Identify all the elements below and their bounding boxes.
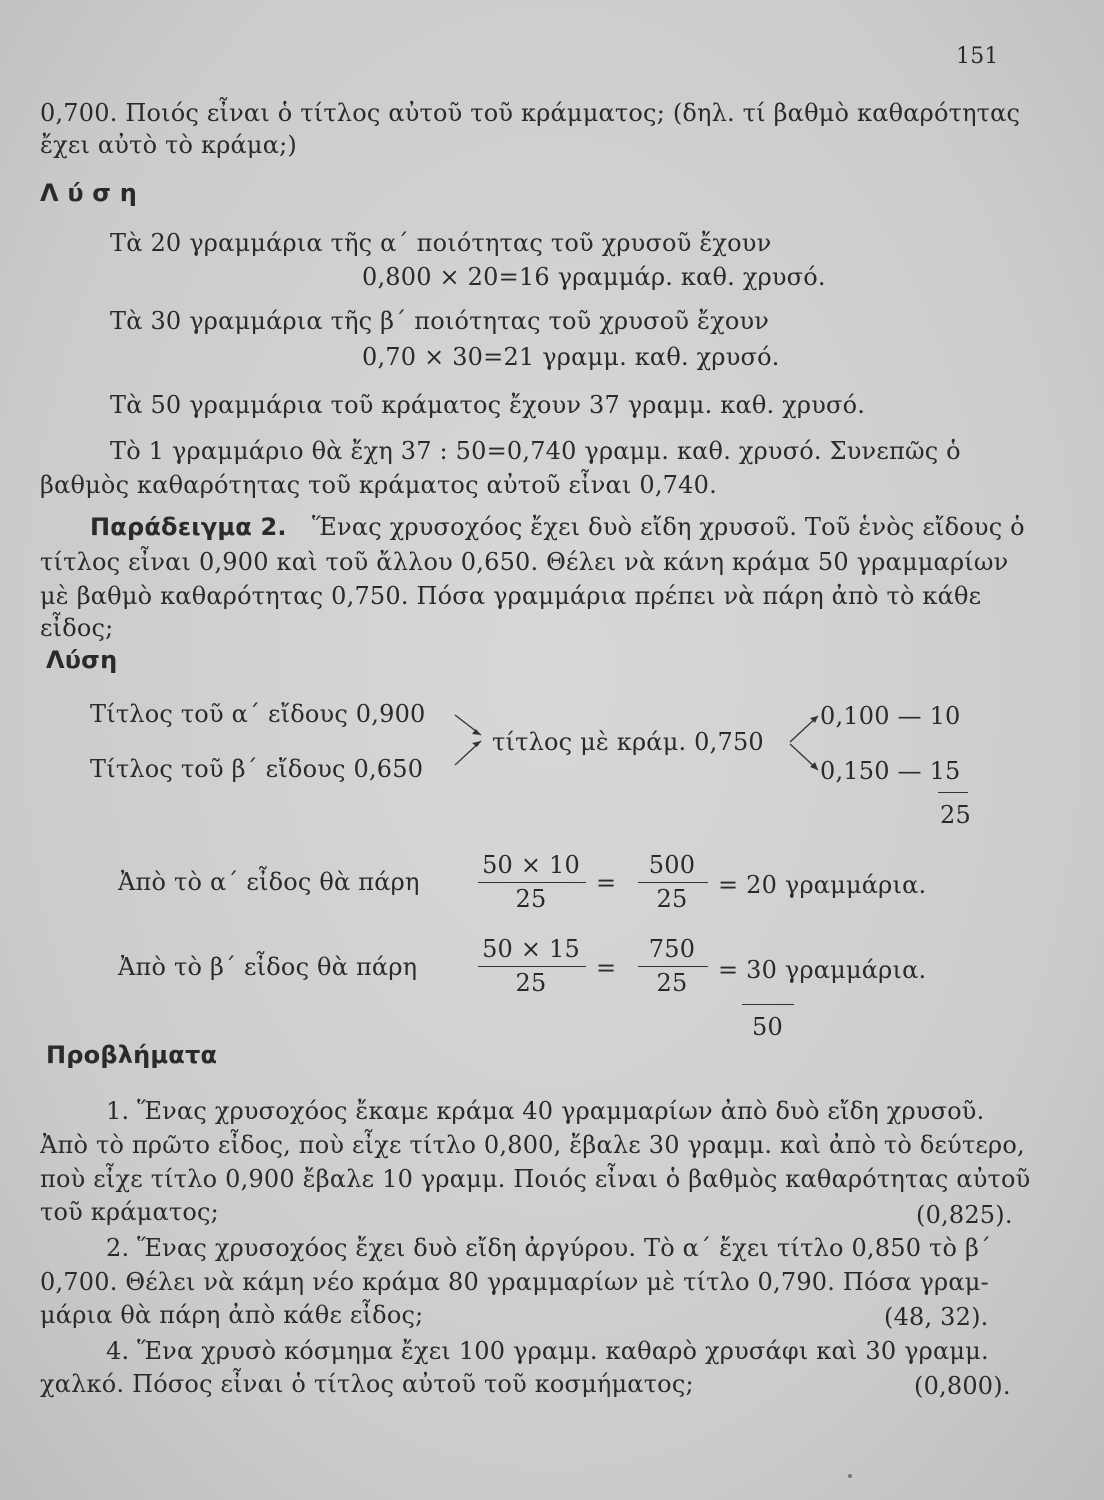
example-line-3: μὲ βαθμὸ καθαρότητας 0,750. Πόσα γραμμάρια πρέπει νὰ πάρη ἀπὸ τὸ κάθε bbox=[40, 582, 982, 610]
calc1-frac2-rule bbox=[638, 882, 708, 883]
problem4-line-1: 4. Ἕνα χρυσὸ κόσμημα ἔχει 100 γραμμ. καθαρὸ χρυσάφι καὶ 30 γραμμ. bbox=[106, 1337, 989, 1365]
calc2-frac2-rule bbox=[638, 966, 708, 967]
problem1-line-1: 1. Ἕνας χρυσοχόος ἔκαμε κράμα 40 γραμμαρίων ἀπὸ δυὸ εἴδη χρυσοῦ. bbox=[106, 1097, 985, 1125]
problem1-answer: (0,825). bbox=[916, 1201, 1013, 1229]
calc1-den1: 25 bbox=[515, 885, 547, 913]
problem1-line-2: Ἀπὸ τὸ πρῶτο εἶδος, ποὺ εἶχε τίτλο 0,800, ἔβαλε 30 γραμμ. καὶ ἀπὸ τὸ δεύτερο, bbox=[40, 1131, 1025, 1159]
calc2-label: Ἀπὸ τὸ β΄ εἶδος θὰ πάρη bbox=[118, 953, 418, 981]
problem2-line-1: 2. Ἕνας χρυσοχόος ἔχει δυὸ εἴδη ἀργύρου. Τὸ α΄ ἔχει τίτλο 0,850 τὸ β΄ bbox=[106, 1234, 992, 1262]
calc2-result: = 30 γραμμάρια. bbox=[718, 956, 927, 984]
problem2-line-2: 0,700. Θέλει νὰ κάμη νέο κράμα 80 γραμμαρίων μὲ τίτλο 0,790. Πόσα γραμ- bbox=[40, 1268, 989, 1296]
calc2-num1: 50 × 15 bbox=[482, 935, 580, 963]
problem2-answer: (48, 32). bbox=[884, 1303, 989, 1331]
calc2-den2: 25 bbox=[656, 969, 688, 997]
example-line-1: Ἕνας χρυσοχόος ἔχει δυὸ εἴδη χρυσοῦ. Τοῦ ἑνὸς εἴδους ὁ bbox=[312, 513, 1025, 541]
problems-heading: Προβλήματα bbox=[46, 1041, 218, 1069]
solution1-line-4: 0,70 × 30=21 γραμμ. καθ. χρυσό. bbox=[362, 343, 780, 371]
solution1-line-5: Τὰ 50 γραμμάρια τοῦ κράματος ἔχουν 37 γραμμ. καθ. χρυσό. bbox=[110, 391, 866, 419]
solution1-line-2: 0,800 × 20=16 γραμμάρ. καθ. χρυσό. bbox=[362, 263, 826, 291]
total-value: 50 bbox=[752, 1013, 783, 1041]
converging-arrows bbox=[455, 705, 500, 765]
diverging-arrows bbox=[788, 704, 828, 774]
sum-rule bbox=[938, 792, 968, 793]
solution-heading-2: Λύση bbox=[46, 646, 118, 674]
solution1-line-1: Τὰ 20 γραμμάρια τῆς α΄ ποιότητας τοῦ χρυσοῦ ἔχουν bbox=[110, 229, 772, 257]
calc1-label: Ἀπὸ τὸ α΄ εἶδος θὰ πάρη bbox=[118, 868, 420, 896]
alligation-right-2: 0,150 — 15 bbox=[820, 757, 961, 785]
paper-speck bbox=[848, 1474, 852, 1478]
total-rule bbox=[742, 1004, 794, 1005]
alligation-sum: 25 bbox=[940, 801, 971, 829]
calc2-den1: 25 bbox=[515, 969, 547, 997]
calc1-num2: 500 bbox=[648, 851, 696, 879]
calc2-frac1-rule bbox=[478, 966, 586, 967]
calc1-num1: 50 × 10 bbox=[482, 851, 580, 879]
problem1-line-4: τοῦ κράματος; bbox=[40, 1198, 219, 1226]
example-line-4: εἶδος; bbox=[40, 614, 114, 642]
intro-line-1: 0,700. Ποιός εἶναι ὁ τίτλος αὐτοῦ τοῦ κράμματος; (δηλ. τί βαθμὸ καθαρότητας bbox=[40, 99, 1021, 127]
calc2-eq: = bbox=[596, 954, 617, 982]
intro-line-2: ἔχει αὐτὸ τὸ κράμα;) bbox=[40, 131, 297, 159]
solution-heading-1: Λ ύ σ η bbox=[40, 179, 138, 207]
calc1-eq: = bbox=[596, 869, 617, 897]
problem1-line-3: ποὺ εἶχε τίτλο 0,900 ἔβαλε 10 γραμμ. Ποιός εἶναι ὁ βαθμὸς καθαρότητας αὐτοῦ bbox=[40, 1165, 1031, 1193]
page-number: 151 bbox=[956, 44, 999, 69]
example-label: Παράδειγμα 2. bbox=[90, 513, 287, 541]
solution1-line-6: Τὸ 1 γραμμάριο θὰ ἔχη 37 : 50=0,740 γραμμ. καθ. χρυσό. Συνεπῶς ὁ bbox=[110, 437, 961, 465]
problem2-line-3: μάρια θὰ πάρη ἀπὸ κάθε εἶδος; bbox=[40, 1301, 424, 1329]
alligation-row-2: Τίτλος τοῦ β΄ εἴδους 0,650 bbox=[90, 755, 424, 783]
alligation-row-1: Τίτλος τοῦ α΄ εἴδους 0,900 bbox=[90, 700, 426, 728]
calc1-frac1-rule bbox=[478, 882, 586, 883]
calc1-result: = 20 γραμμάρια. bbox=[718, 871, 927, 899]
solution1-line-7: βαθμὸς καθαρότητας τοῦ κράματος αὐτοῦ εἶναι 0,740. bbox=[40, 471, 717, 499]
calc2-num2: 750 bbox=[648, 935, 696, 963]
problem4-line-2: χαλκό. Πόσος εἶναι ὁ τίτλος αὐτοῦ τοῦ κοσμήματος; bbox=[40, 1370, 694, 1398]
problem4-answer: (0,800). bbox=[914, 1372, 1011, 1400]
alligation-middle: τίτλος μὲ κράμ. 0,750 bbox=[492, 728, 764, 756]
example-line-2: τίτλος εἶναι 0,900 καὶ τοῦ ἄλλου 0,650. Θέλει νὰ κάνη κράμα 50 γραμμαρίων bbox=[40, 548, 1009, 576]
alligation-right-1: 0,100 — 10 bbox=[820, 702, 961, 730]
solution1-line-3: Τὰ 30 γραμμάρια τῆς β΄ ποιότητας τοῦ χρυσοῦ ἔχουν bbox=[110, 307, 770, 335]
calc1-den2: 25 bbox=[656, 885, 688, 913]
